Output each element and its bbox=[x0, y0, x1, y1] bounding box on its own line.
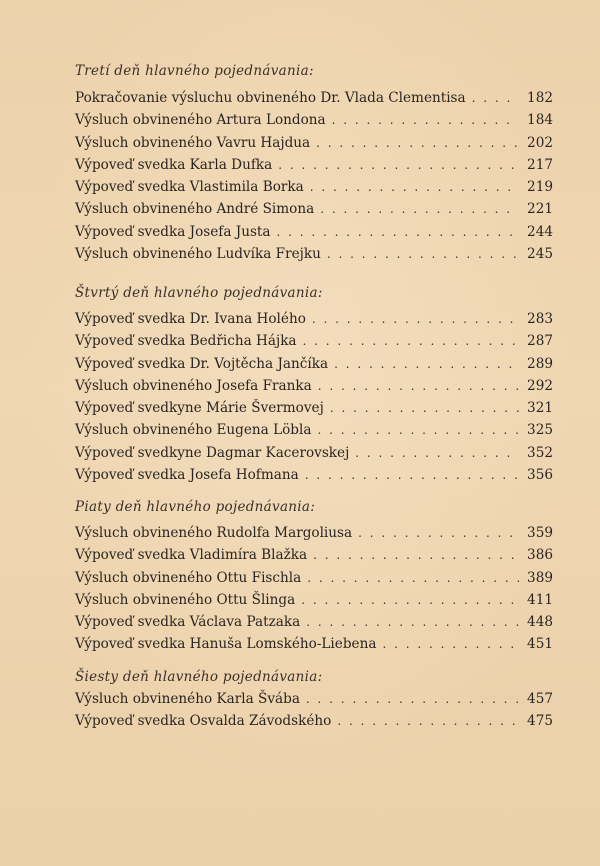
page-number: 321 bbox=[527, 400, 553, 417]
toc-entry bbox=[75, 176, 553, 198]
section-day-6 bbox=[75, 666, 553, 733]
entry-title: Výpoveď svedka Vlastimila Borka bbox=[75, 179, 304, 196]
toc-entry bbox=[75, 397, 553, 419]
dot-leader bbox=[305, 464, 519, 486]
section-heading: Tretí deň hlavného pojednávania: bbox=[75, 63, 314, 79]
dot-leader bbox=[313, 544, 519, 566]
toc-entry bbox=[75, 611, 553, 633]
page-number: 411 bbox=[527, 591, 553, 608]
entry-title: Výpoveď svedka Vladimíra Blažka bbox=[75, 547, 308, 564]
toc-entry bbox=[75, 633, 553, 655]
section-day-3 bbox=[75, 60, 553, 265]
page-number: 389 bbox=[527, 569, 553, 586]
entry-title: Výsluch obvineného Rudolfa Margoliusa bbox=[75, 525, 353, 541]
entry-list bbox=[75, 87, 553, 265]
entry-title: Výsluch obvineného Eugena Löbla bbox=[75, 422, 312, 439]
entry-list bbox=[75, 308, 553, 486]
entry-title: Výsluch obvineného Ottu Fischla bbox=[75, 569, 302, 586]
entry-title: Výsluch obvineného Ludvíka Frejku bbox=[75, 246, 321, 263]
entry-title: Pokračovanie výsluchu obvineného Dr. Vlada Clementisa bbox=[75, 90, 466, 106]
entry-title: Výpoveď svedka Josefa Hofmana bbox=[75, 467, 299, 484]
page-number: 475 bbox=[527, 713, 553, 730]
dot-leader bbox=[327, 243, 519, 265]
toc-entry bbox=[75, 522, 553, 544]
toc-entry bbox=[75, 221, 553, 243]
toc-entry bbox=[75, 87, 553, 109]
page-number: 448 bbox=[527, 614, 553, 631]
entry-title: Výpoveď svedka Bedřicha Hájka bbox=[75, 333, 297, 350]
toc-entry bbox=[75, 109, 553, 131]
dot-leader bbox=[330, 397, 519, 419]
toc-entry bbox=[75, 198, 553, 220]
entry-title: Výsluch obvineného Artura Londona bbox=[75, 112, 326, 129]
dot-leader bbox=[382, 633, 519, 655]
toc-entry bbox=[75, 243, 553, 265]
page-number: 289 bbox=[527, 355, 553, 372]
page-number: 352 bbox=[527, 444, 553, 461]
section-day-4 bbox=[75, 282, 553, 486]
dot-leader bbox=[310, 176, 519, 198]
page-number: 217 bbox=[527, 156, 553, 173]
dot-leader bbox=[303, 330, 519, 352]
dot-leader bbox=[334, 353, 519, 375]
dot-leader bbox=[278, 154, 519, 176]
toc-entry bbox=[75, 544, 553, 566]
dot-leader bbox=[337, 710, 519, 732]
dot-leader bbox=[301, 589, 519, 611]
dot-leader bbox=[472, 87, 519, 109]
page-number: 182 bbox=[527, 90, 553, 106]
entry-title: Výpoveď svedka Václava Patzaka bbox=[75, 614, 301, 631]
toc-entry bbox=[75, 154, 553, 176]
entry-title: Výsluch obvineného Karla Švába bbox=[75, 691, 300, 707]
toc-entry bbox=[75, 442, 553, 464]
entry-list bbox=[75, 522, 553, 656]
section-heading: Štvrtý deň hlavného pojednávania: bbox=[75, 285, 323, 301]
page-number: 283 bbox=[527, 311, 553, 327]
page-number: 244 bbox=[527, 223, 553, 240]
dot-leader bbox=[317, 419, 519, 441]
page-number: 325 bbox=[527, 422, 553, 439]
entry-title: Výpoveď svedka Dr. Vojtěcha Jančíka bbox=[75, 355, 329, 372]
toc-entry bbox=[75, 589, 553, 611]
entry-title: Výsluch obvineného Ottu Šlinga bbox=[75, 591, 296, 608]
page-number: 287 bbox=[527, 333, 553, 350]
entry-title: Výsluch obvineného Vavru Hajdua bbox=[75, 134, 311, 151]
page-number: 184 bbox=[527, 112, 553, 129]
page-number: 356 bbox=[527, 467, 553, 484]
page-number: 451 bbox=[527, 636, 553, 653]
toc-entry bbox=[75, 567, 553, 589]
entry-list bbox=[75, 688, 553, 733]
dot-leader bbox=[306, 611, 519, 633]
page-number: 245 bbox=[527, 246, 553, 263]
entry-title: Výpoveď svedkyne Dagmar Kacerovskej bbox=[75, 444, 350, 461]
entry-title: Výsluch obvineného André Simona bbox=[75, 201, 315, 218]
section-day-5 bbox=[75, 496, 553, 656]
page-number: 359 bbox=[527, 525, 553, 541]
page-number: 292 bbox=[527, 377, 553, 394]
entry-title: Výpoveď svedka Hanuša Lomského-Liebena bbox=[75, 636, 377, 653]
dot-leader bbox=[320, 198, 519, 220]
dot-leader bbox=[277, 221, 519, 243]
dot-leader bbox=[306, 688, 519, 710]
dot-leader bbox=[358, 522, 519, 544]
dot-leader bbox=[355, 442, 519, 464]
toc-entry bbox=[75, 132, 553, 154]
page-number: 202 bbox=[527, 134, 553, 151]
toc-entry bbox=[75, 375, 553, 397]
entry-title: Výpoveď svedka Josefa Justa bbox=[75, 223, 271, 240]
entry-title: Výpoveď svedka Dr. Ivana Holého bbox=[75, 311, 306, 327]
page-number: 219 bbox=[527, 179, 553, 196]
page-number: 221 bbox=[527, 201, 553, 218]
entry-title: Výpoveď svedkyne Márie Švermovej bbox=[75, 400, 324, 417]
dot-leader bbox=[318, 375, 519, 397]
toc-entry bbox=[75, 353, 553, 375]
dot-leader bbox=[316, 132, 519, 154]
section-heading: Šiesty deň hlavného pojednávania: bbox=[75, 669, 323, 685]
dot-leader bbox=[312, 308, 519, 330]
dot-leader bbox=[307, 567, 519, 589]
section-heading: Piaty deň hlavného pojednávania: bbox=[75, 499, 316, 515]
page-number: 386 bbox=[527, 547, 553, 564]
dot-leader bbox=[332, 109, 519, 131]
toc-entry bbox=[75, 330, 553, 352]
toc-entry bbox=[75, 464, 553, 486]
toc-entry bbox=[75, 419, 553, 441]
page-number: 457 bbox=[527, 691, 553, 707]
toc-entry bbox=[75, 688, 553, 710]
entry-title: Výsluch obvineného Josefa Franka bbox=[75, 377, 312, 394]
toc-entry bbox=[75, 710, 553, 732]
entry-title: Výpoveď svedka Karla Dufka bbox=[75, 156, 273, 173]
entry-title: Výpoveď svedka Osvalda Závodského bbox=[75, 713, 332, 730]
toc-entry bbox=[75, 308, 553, 330]
